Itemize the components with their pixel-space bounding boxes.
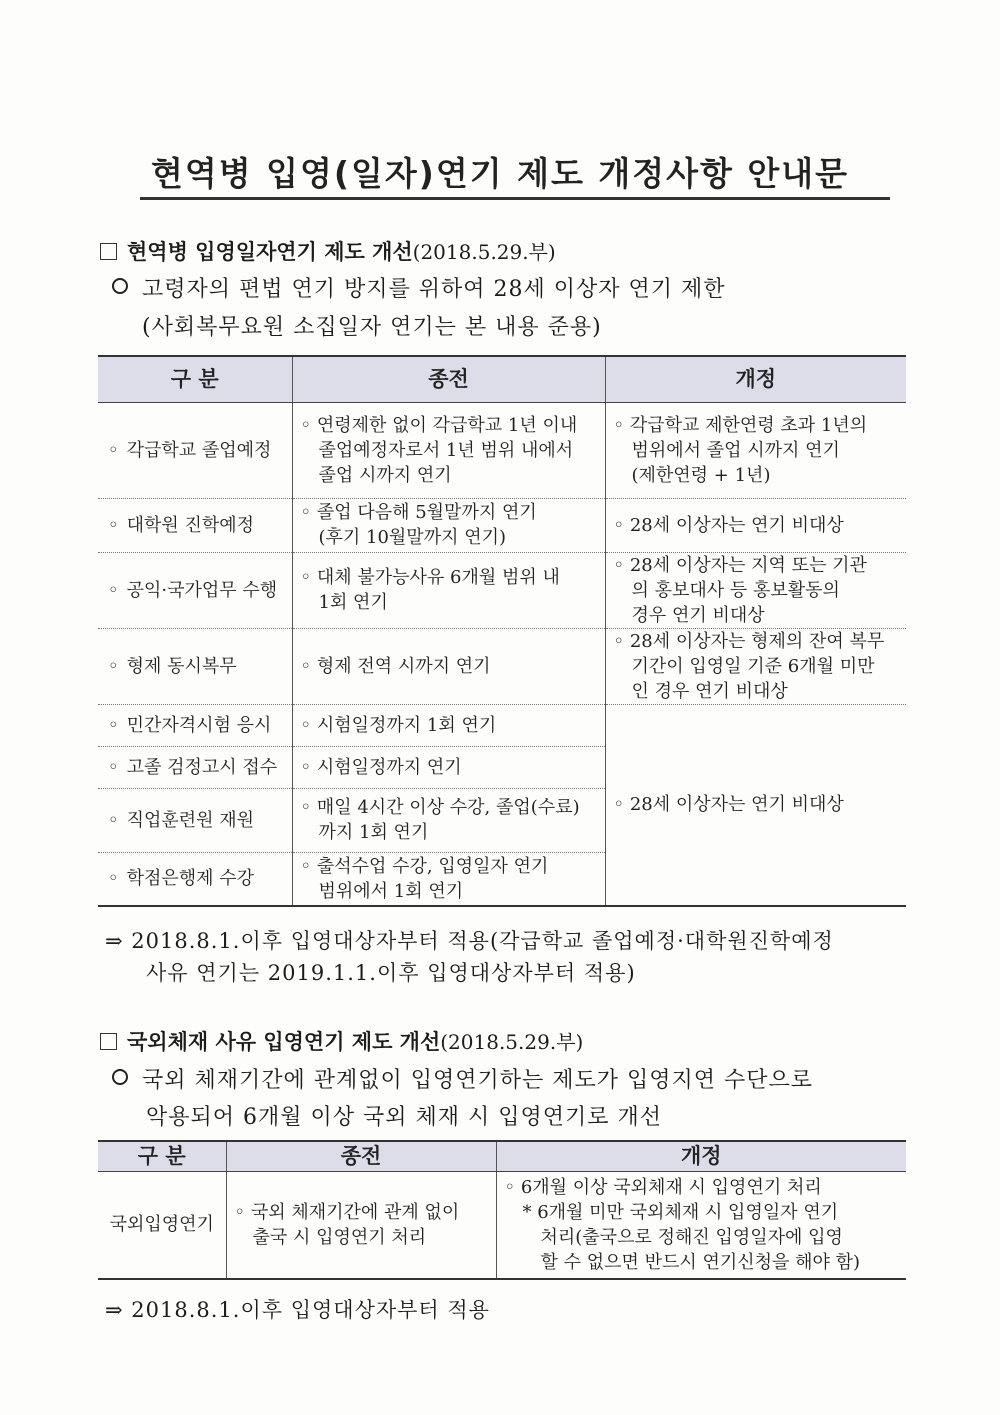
row-before: ◦ 연령제한 없이 각급학교 1년 이내 졸업예정자로서 1년 범위 내에서 졸업 시까지 연기 [292,402,605,498]
table-row [98,552,906,628]
header-after: 개정 [605,356,906,402]
checkbox-square-icon [100,1033,117,1050]
row-before: ◦ 졸업 다음해 5월말까지 연기 (후기 10월말까지 연기) [292,498,605,552]
section1-bullet [112,272,726,303]
row-after: ◦ 28세 이상자는 지역 또는 기관 의 홍보대사 등 홍보활동의 경우 연기 비대상 [605,552,906,628]
section1-date: (2018.5.29.부) [412,240,556,264]
header-before: 종전 [226,1141,496,1171]
row-before: ◦ 형제 전역 시까지 연기 [292,628,605,704]
row-after: ◦ 6개월 이상 국외체재 시 입영연기 처리 * 6개월 미만 국외체재 시 입영일자 연기 처리(출국으로 정해진 입영일자에 입영 할 수 없으면 반드시 연기신청을 해야 함) [496,1171,906,1279]
section1-bullet-line1: 고령자의 편법 연기 방지를 위하여 28세 이상자 연기 제한 [142,277,726,302]
table-row [98,628,906,704]
section2-table [98,1140,906,1280]
section2-bullet [112,1063,813,1094]
table-row [98,1171,906,1279]
row-after: ◦ 28세 이상자는 형제의 잔여 복무 기간이 입영일 기준 6개월 미만 인 경우 연기 비대상 [605,628,906,704]
section2-heading-text: 국외체재 사유 입영연기 제도 개선 [127,1030,441,1054]
header-after: 개정 [496,1141,906,1171]
row-before: ◦ 출석수업 수강, 입영일자 연기 범위에서 1회 연기 [292,852,605,906]
row-after: ◦ 각급학교 제한연령 초과 1년의 범위에서 졸업 시까지 연기 (제한연령 + 1년) [605,402,906,498]
table-header-row [98,356,906,402]
row-before: ◦ 국외 체재기간에 관계 없이 출국 시 입영연기 처리 [226,1171,496,1279]
row-before: ◦ 시험일정까지 1회 연기 [292,704,605,746]
row-category: ◦ 각급학교 졸업예정 [98,402,292,498]
row-category: ◦ 민간자격시험 응시 [98,704,292,746]
header-category: 구 분 [98,356,292,402]
row-category: ◦ 고졸 검정고시 접수 [98,746,292,788]
header-before: 종전 [292,356,605,402]
section1-bullet-line2: (사회복무요원 소집일자 연기는 본 내용 준용) [142,315,602,340]
row-after: ◦ 28세 이상자는 연기 비대상 [605,498,906,552]
section1-heading [100,236,556,266]
row-before: ◦ 대체 불가능사유 6개월 범위 내 1회 연기 [292,552,605,628]
row-category: 국외입영연기 [98,1171,226,1279]
section1-note-line2: 사유 연기는 2019.1.1.이후 입영대상자부터 적용) [146,961,636,985]
hollow-circle-bullet-icon [112,278,128,294]
row-before: ◦ 매일 4시간 이상 수강, 졸업(수료) 까지 1회 연기 [292,788,605,852]
section2-bullet-line1: 국외 체재기간에 관계없이 입영연기하는 제도가 입영지연 수단으로 [142,1068,814,1093]
section1-heading-text: 현역병 입영일자연기 제도 개선 [127,240,413,264]
title-underline [140,197,890,200]
row-category: ◦ 형제 동시복무 [98,628,292,704]
row-before: ◦ 시험일정까지 연기 [292,746,605,788]
row-category: ◦ 직업훈련원 재원 [98,788,292,852]
header-category: 구 분 [98,1141,226,1171]
section2-date: (2018.5.29.부) [440,1030,584,1054]
section2-heading [100,1026,583,1056]
document-title: 현역병 입영(일자)연기 제도 개정사항 안내문 [151,154,849,193]
section2-bullet-line2: 악용되어 6개월 이상 국외 체재 시 입영연기로 개선 [146,1105,662,1130]
row-category: ◦ 공익·국가업무 수행 [98,552,292,628]
section2-note-line1: ⇒ 2018.8.1.이후 입영대상자부터 적용 [105,1298,490,1322]
table-header-row [98,1141,906,1171]
section1-table [98,355,906,907]
table-row [98,402,906,498]
table-row [98,704,906,746]
hollow-circle-bullet-icon [112,1069,128,1085]
row-category: ◦ 대학원 진학예정 [98,498,292,552]
merged-after-cell: ◦ 28세 이상자는 연기 비대상 [605,704,906,906]
checkbox-square-icon [100,243,117,260]
table-row [98,498,906,552]
section1-note-line1: ⇒ 2018.8.1.이후 입영대상자부터 적용(각급학교 졸업예정·대학원진학예정 [105,929,834,953]
row-category: ◦ 학점은행제 수강 [98,852,292,906]
